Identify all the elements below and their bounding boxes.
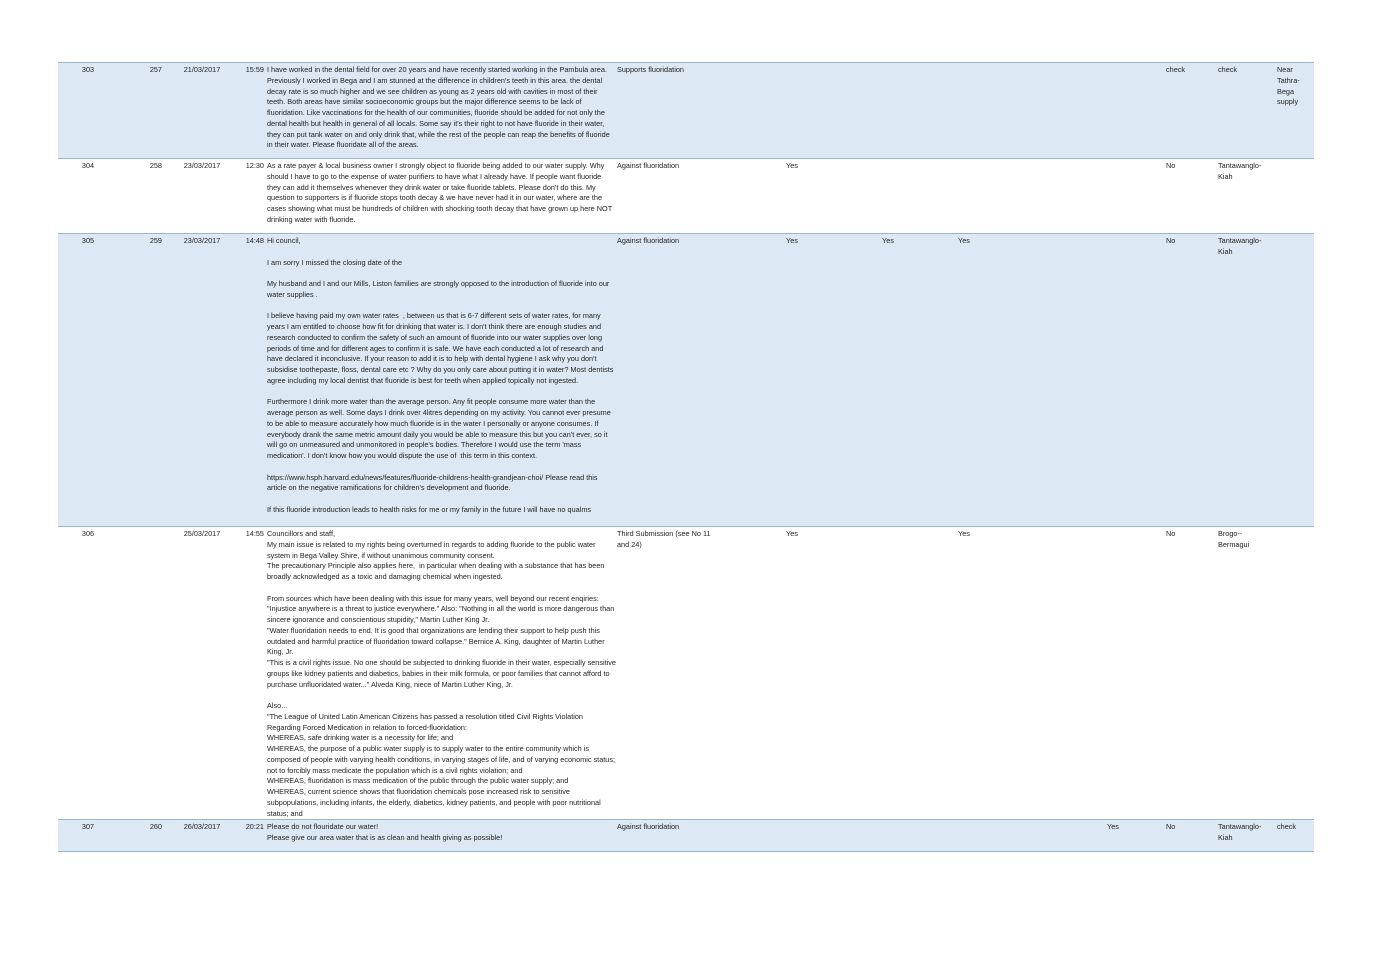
answer-cell-1: Yes — [786, 529, 798, 538]
submission-comment: I have worked in the dental field for over 20 years and have recently started working in the Pambula area. Previously I worked in Bega and I am stunned at the difference in children's teeth in this area. the dental decay rate is so much higher and we see children as young as 2 years old with cavities in most of their teeth. Both areas have similar socioeconomic groups but the major difference seems to be lack of fluoridation. Like vaccinations for the health of our communities, fluoride should be added for not only the dental health but health in general of all locals. Some say it's their right to not have fluoride in their water, they can put tank water on and only drink that, while the rest of the people can reap the benefits of fluoride in their water. Please fluoridate all of the areas. — [267, 65, 612, 150]
position-cell: Third Submission (see No 11 and 24) — [617, 529, 713, 549]
submission-id: 257 — [149, 65, 162, 74]
row-number: 303 — [81, 65, 95, 74]
position-cell: Against fluoridation — [617, 822, 680, 831]
submission-time: 15:59 — [245, 65, 264, 74]
submission-time: 14:48 — [245, 236, 264, 245]
position-cell: Against fluoridation — [617, 161, 680, 170]
area-cell: Tantawanglo-Kiah — [1218, 822, 1262, 842]
answer-cell-4: Yes — [1107, 822, 1119, 831]
answer-cell-5: No — [1166, 529, 1176, 538]
row-number: 305 — [81, 236, 95, 245]
answer-cell-3: Yes — [958, 236, 970, 245]
answer-cell-2: Yes — [882, 236, 894, 245]
answer-cell-5: No — [1166, 822, 1176, 831]
table-row — [58, 62, 1314, 158]
submission-comment: Hi council, I am sorry I missed the closing date of the My husband and I and our Mills, Liston families are strongly opposed to the introduction of fluoride into our water supplies . I believe having paid my own water rates , between us that is 6-7 different sets of water rates, for many years I am entitled to choose how fit for drinking that water is. I don't think there are enough studies and research conducted to confirm the safety of such an amount of fluoride into our water supplies over long periods of time and for different ages to confirm it is safe. We have each conducted a lot of research and have declared it inconclusive. If your reason to add it is to help with dental hygiene I ask why you don't subsidise toothepaste, floss, dental care etc ? Why do you only care about putting it in water? Most dentists agree including my local dentist that fluoride is best for teeth when applied topically not ingested. Furthermore I drink more water than the average person. Any fit people consume more water than the average person as well. Some days I drink over 4litres depending on my activity. You cannot ever presume to be able to measure accurately how much fluoride is in the water I personally or anyone consumes. If everybody drank the same metric amount daily you would be able to measure this but you can't ever, so it will go on unmeasured and unmonitored in people's bodies. Therefore I would use the term 'mass medication'. I don't know how you would dispute the use of this term in this context. https://www.hsph.harvard.edu/news/features/fluoride-childrens-health-grandjean-choi/ Please read this article on the negative ramifications for children's development and fluoride. If this fluoride introduction leads to health risks for me or my family in the future I will have no qualms — [267, 236, 614, 514]
answer-cell-1: Yes — [786, 236, 798, 245]
submission-comment: As a rate payer & local business owner I strongly object to fluoride being added to our water supply. Why should I have to go to the expense of water purifiers to have what I already have. If people want fluoride they can add it themselves whenever they drink water or take fluoride tablets. Please don't do this. My question to supporters is if fluoride stops tooth decay & we have never had it in our water, where are the cases showing what must be hundreds of children with shocking tooth decay that have grown up here NOT drinking water with fluoride. — [267, 161, 615, 224]
answer-cell-3: Yes — [958, 529, 970, 538]
answer-cell-1: Yes — [786, 161, 798, 170]
submission-date: 23/03/2017 — [183, 161, 221, 170]
note-cell: Near Tathra-Bega supply — [1277, 65, 1300, 107]
submission-id: 259 — [149, 236, 162, 245]
position-cell: Supports fluoridation — [617, 65, 684, 74]
submission-date: 25/03/2017 — [183, 529, 221, 538]
submission-comment: Councillors and staff, My main issue is related to my rights being overturned in regards to adding fluoride to the public water system in Bega Valley Shire, if without unanimous community consent. The precautionary Principle also applies here, in particular when dealing with a substance that has been broadly acknowledged as a toxic and damaging chemical when ingested. From sources which have been dealing with this issue for many years, well beyond our recent enqiries: "Injustice anywhere is a threat to justice everywhere." Also: "Nothing in all the world is more dangerous than sincere ignorance and conscientious stupidity," Martin Luther King Jr. "Water fluoridation needs to end. It is good that organizations are lending their support to help push this outdated and harmful practice of fluoridation toward collapse." Bernice A. King, daughter of Martin Luther King, Jr. "This is a civil rights issue. No one should be subjected to drinking fluoride in their water, especially sensitive groups like kidney patients and diabetics, babies in their milk formula, or poor families that cannot afford to purchase unfluoridated water..." Alveda King, niece of Martin Luther King, Jr. Also... "The League of United Latin American Citizens has passed a resolution titled Civil Rights Violation Regarding Forced Medication in relation to forced-fluoridation: WHEREAS, safe drinking water is a necessity for life; and WHEREAS, the purpose of a public water supply is to supply water to the entire community which is composed of people with varying health conditions, in varying stages of life, and of varying economic status; not to forcibly mass medicate the population which is a civil rights violation; and WHEREAS, fluoridation is mass medication of the public through the public water supply; and WHEREAS, current science shows that fluoridation chemicals pose increased risk to sensitive subpopulations, including infants, the elderly, diabetics, kidney patients, and people with poor nutritional status; and — [267, 529, 616, 818]
submission-id: 260 — [149, 822, 162, 831]
area-cell: Tantawanglo-Kiah — [1218, 236, 1262, 256]
position-cell: Against fluoridation — [617, 236, 680, 245]
area-cell: Brogo--Bermagui — [1218, 529, 1250, 549]
submission-id: 258 — [149, 161, 162, 170]
area-cell: Tantawanglo-Kiah — [1218, 161, 1262, 181]
submission-time: 14:55 — [245, 529, 264, 538]
answer-cell-5: No — [1166, 236, 1176, 245]
submission-date: 21/03/2017 — [183, 65, 221, 74]
submission-comment: Please do not flouridate our water! Please give our area water that is as clean and health giving as possible! — [267, 822, 503, 842]
note-cell: check — [1277, 822, 1297, 831]
table-row — [58, 526, 1314, 819]
submission-time: 20:21 — [245, 822, 264, 831]
submission-time: 12:30 — [245, 161, 264, 170]
answer-cell-5: No — [1166, 161, 1176, 170]
submission-date: 26/03/2017 — [183, 822, 221, 831]
area-cell: check — [1218, 65, 1238, 74]
answer-cell-5: check — [1166, 65, 1186, 74]
submission-date: 23/03/2017 — [183, 236, 221, 245]
table-row — [58, 233, 1314, 526]
row-number: 307 — [81, 822, 95, 831]
table-row — [58, 819, 1314, 852]
table-row — [58, 158, 1314, 233]
row-number: 306 — [81, 529, 95, 538]
row-number: 304 — [81, 161, 95, 170]
